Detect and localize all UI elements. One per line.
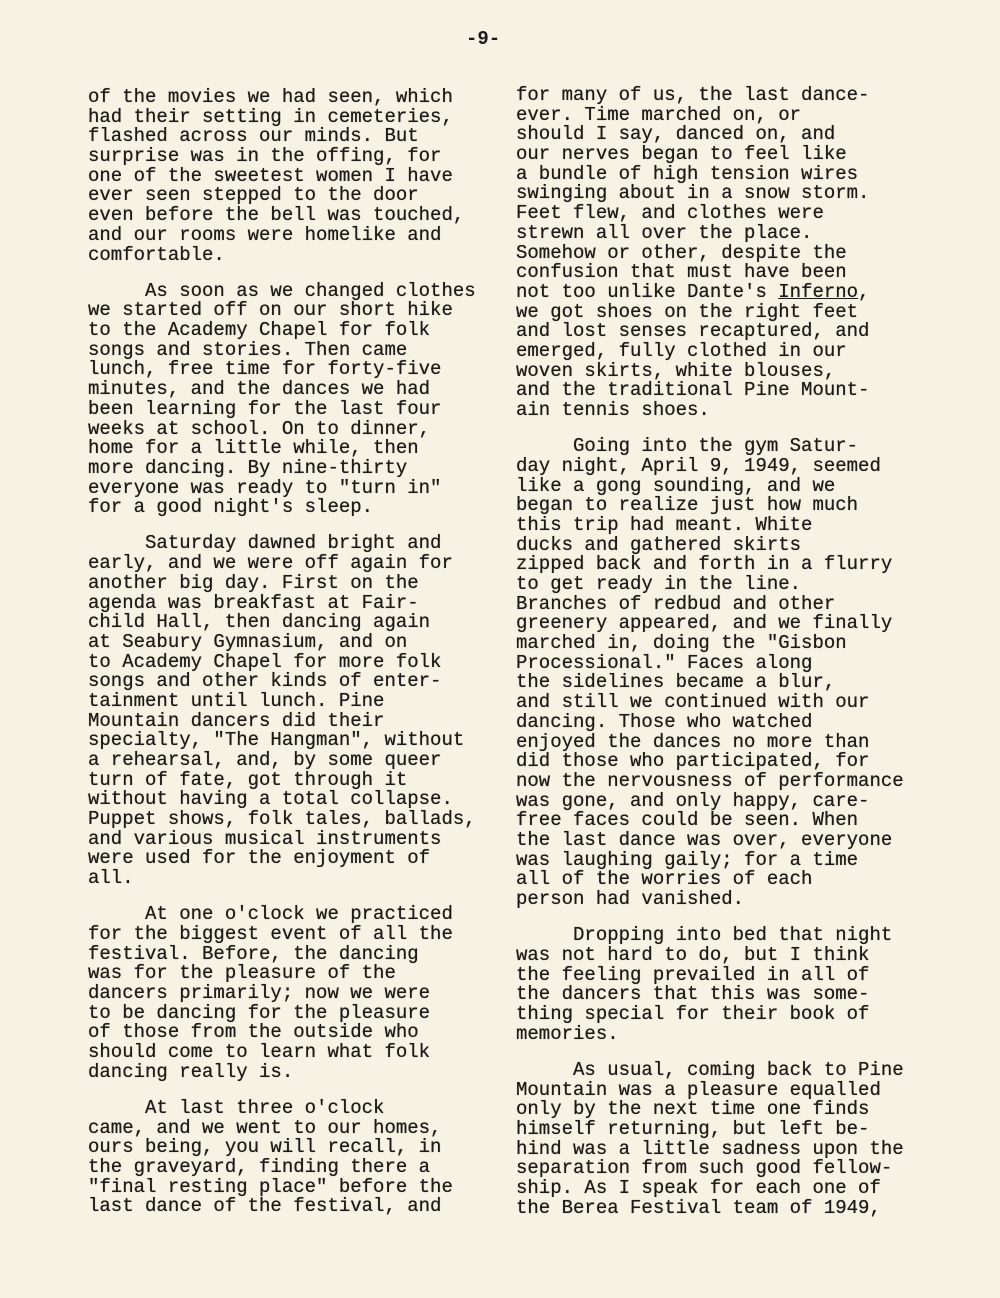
text-line: this trip had meant. White (516, 513, 813, 536)
paragraph (88, 88, 476, 265)
text-line: festival. Before, the dancing (88, 942, 419, 965)
text-line: greenery appeared, and we finally (516, 612, 893, 635)
text-line: swinging about in a snow storm. (516, 182, 870, 205)
text-line: came, and we went to our homes, (88, 1116, 442, 1139)
text-line: weeks at school. On to dinner, (88, 417, 431, 440)
text-line: comfortable. (88, 243, 225, 266)
text-line: should come to learn what folk (88, 1041, 431, 1064)
text-line: At one o'clock we practiced (88, 903, 453, 926)
paragraph (516, 86, 904, 421)
text-line: specialty, "The Hangman", without (88, 729, 465, 752)
text-line: had their setting in cemeteries, (88, 105, 453, 128)
paragraph (88, 905, 476, 1082)
text-line: for the biggest event of all the (88, 923, 453, 945)
text-line: to get ready in the line. (516, 573, 802, 595)
text-line: ain tennis shoes. (516, 399, 710, 421)
text-line: at Seabury Gymnasium, and on (88, 630, 408, 653)
text-line: all. (88, 867, 134, 890)
text-line: Dropping into bed that night (516, 924, 893, 947)
text-line: we started off on our short hike (88, 299, 453, 322)
text-line: minutes, and the dances we had (88, 378, 431, 401)
paragraph (516, 1058, 904, 1219)
text-line: all of the worries of each (516, 868, 813, 891)
text-line: tainment until lunch. Pine (88, 689, 385, 712)
text-line: a rehearsal, and, by some queer (88, 749, 442, 771)
text-line: even before the bell was touched, (88, 204, 465, 227)
text-line: and our rooms were homelike and (88, 223, 442, 246)
text-line: for many of us, the last dance- (516, 84, 870, 106)
text-line: ever. Time marched on, or (516, 103, 802, 126)
text-line: home for a little while, then (88, 437, 419, 460)
text-line: was gone, and only happy, care- (516, 789, 870, 812)
text-line: now the nervousness of performance (516, 769, 904, 792)
text-line: and lost senses recaptured, and (516, 320, 870, 343)
text-line: dancers primarily; now we were (88, 982, 431, 1005)
text-line: a bundle of high tension wires (516, 162, 859, 185)
text-line: ever seen stepped to the door (88, 184, 419, 207)
text-line: songs and other kinds of enter- (88, 670, 442, 693)
text-line: been learning for the last four (88, 397, 442, 420)
text-line: Feet flew, and clothes were (516, 202, 824, 225)
text-line: dancing. Those who watched (516, 710, 813, 733)
text-line: agenda was breakfast at Fair- (88, 591, 419, 614)
text-line: another big day. First on the (88, 571, 419, 594)
text-line: not too unlike Dante's Inferno, (516, 280, 870, 303)
text-line: more dancing. By nine-thirty (88, 456, 408, 479)
text-line: Processional." Faces along (516, 651, 813, 674)
text-line: As soon as we changed clothes (88, 279, 476, 302)
text-line: enjoyed the dances no more than (516, 730, 870, 753)
paragraph (88, 1099, 476, 1217)
text-line: memories. (516, 1022, 619, 1045)
text-line: day night, April 9, 1949, seemed (516, 454, 881, 477)
text-line: thing special for their book of (516, 1002, 870, 1025)
text-line: zipped back and forth in a flurry (516, 553, 893, 576)
text-line: and the traditional Pine Mount- (516, 379, 870, 402)
text-line: only by the next time one finds (516, 1098, 870, 1121)
text-line: person had vanished. (516, 888, 745, 910)
text-line: flashed across our minds. But (88, 125, 419, 148)
text-line: the Berea Festival team of 1949, (516, 1196, 881, 1219)
underlined-title: Inferno (778, 280, 859, 303)
text-line: dancing really is. (88, 1060, 294, 1083)
text-line: woven skirts, white blouses, (516, 359, 836, 382)
text-line: of the movies we had seen, which (88, 86, 453, 108)
text-line: Puppet shows, folk tales, ballads, (88, 808, 476, 831)
text-line: should I say, danced on, and (516, 123, 836, 146)
text-line: hind was a little sadness upon the (516, 1137, 904, 1160)
text-line: to be dancing for the pleasure (88, 1001, 431, 1024)
text-line: to Academy Chapel for more folk (88, 650, 442, 673)
page-number: -9- (466, 28, 501, 50)
text-line: child Hall, then dancing again (88, 611, 431, 634)
left-column (88, 88, 476, 1217)
text-line: As usual, coming back to Pine (516, 1058, 904, 1081)
text-line: the last dance was over, everyone (516, 828, 893, 851)
text-line: Mountain dancers did their (88, 709, 385, 732)
text-line: was for the pleasure of the (88, 962, 396, 985)
text-line: lunch, free time for forty-five (88, 358, 442, 381)
text-line: marched in, doing the "Gisbon (516, 632, 847, 655)
text-line: and still we continued with our (516, 691, 870, 714)
text-line: everyone was ready to "turn in" (88, 476, 442, 499)
text-line: did those who participated, for (516, 750, 870, 773)
text-line: the graveyard, finding there a (88, 1156, 431, 1179)
text-line: separation from such good fellow- (516, 1157, 893, 1180)
text-line: was not hard to do, but I think (516, 943, 870, 966)
text-line: "final resting place" before the (88, 1175, 453, 1198)
text-line: Somehow or other, despite the (516, 241, 847, 264)
text-line: was laughing gaily; for a time (516, 848, 859, 871)
text-line: were used for the enjoyment of (88, 847, 431, 870)
paragraph (88, 534, 476, 888)
text-line: confusion that must have been (516, 261, 847, 284)
text-line: one of the sweetest women I have (88, 164, 453, 187)
text-line: the dancers that this was some- (516, 983, 870, 1006)
text-line: At last three o'clock (88, 1097, 385, 1119)
text-line: to the Academy Chapel for folk (88, 319, 431, 342)
text-line: emerged, fully clothed in our (516, 339, 847, 362)
text-line: Branches of redbud and other (516, 592, 836, 615)
text-line: early, and we were off again for (88, 552, 453, 575)
text-line: last dance of the festival, and (88, 1195, 442, 1218)
text-line: our nerves began to feel like (516, 143, 847, 166)
text-line: turn of fate, got through it (88, 768, 408, 791)
text-line: and various musical instruments (88, 827, 442, 850)
text-line: songs and stories. Then came (88, 338, 408, 361)
paragraph (88, 279, 476, 519)
text-line: free faces could be seen. When (516, 809, 859, 832)
text-line: himself returning, but left be- (516, 1117, 870, 1140)
paragraph (516, 926, 904, 1044)
text-line: for a good night's sleep. (88, 496, 374, 519)
text-line: ship. As I speak for each one of (516, 1176, 881, 1199)
text-line: strewn all over the place. (516, 221, 813, 244)
text-line: ducks and gathered skirts (516, 533, 802, 556)
text-line: ours being, you will recall, in (88, 1136, 442, 1159)
text-line: began to realize just how much (516, 494, 859, 517)
text-line: Saturday dawned bright and (88, 532, 442, 555)
text-line: Going into the gym Satur- (516, 435, 859, 458)
text-line: without having a total collapse. (88, 788, 453, 811)
text-line: of those from the outside who (88, 1021, 419, 1044)
right-column (516, 86, 904, 1218)
text-line: like a gong sounding, and we (516, 474, 836, 497)
text-line: Mountain was a pleasure equalled (516, 1078, 881, 1101)
text-line: the sidelines became a blur, (516, 671, 836, 694)
text-line: we got shoes on the right feet (516, 300, 859, 323)
text-line: the feeling prevailed in all of (516, 963, 870, 986)
text-line: surprise was in the offing, for (88, 145, 442, 168)
paragraph (516, 437, 904, 910)
